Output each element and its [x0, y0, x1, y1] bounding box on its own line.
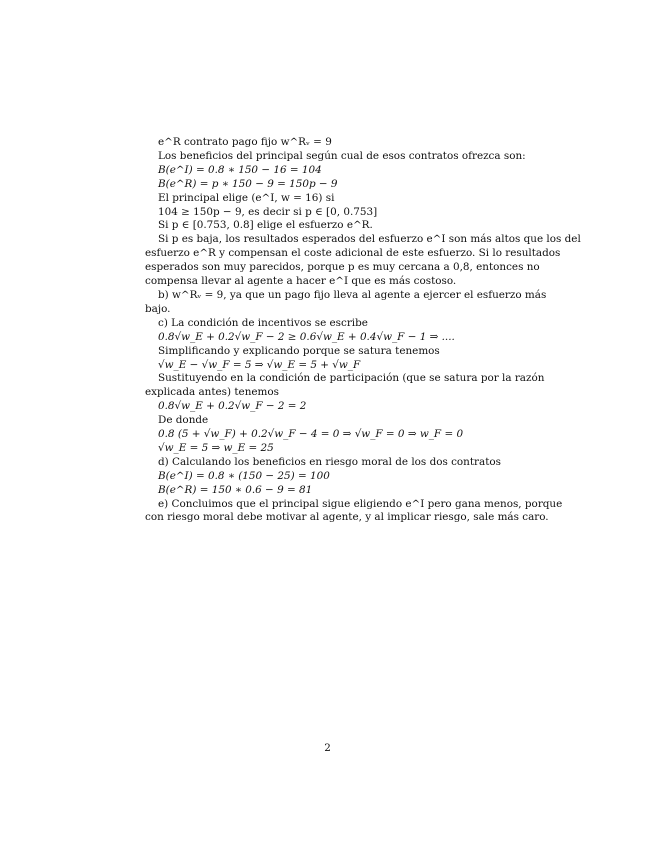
equation-line-15: 0.8√w_E + 0.2√w_F − 2 ≥ 0.6√w_E + 0.4√w_F − 1 ⇒ ....	[158, 330, 455, 343]
text-line-14: c) La condición de incentivos se escribe	[158, 316, 368, 329]
equation-line-25: B(e^I) = 0.8 ∗ (150 − 25) = 100	[158, 469, 330, 482]
text-line-10: esperados son muy parecidos, porque p es muy cercana a 0,8, entonces no	[145, 261, 540, 274]
text-line-19: explicada antes) tenemos	[145, 386, 279, 399]
equation-line-23: √w_E = 5 ⇒ w_E = 25	[158, 441, 274, 454]
text-line-21: De donde	[158, 414, 209, 427]
text-line-27: e) Concluimos que el principal sigue eligiendo e^I pero gana menos, porque	[158, 497, 563, 510]
equation-line-3: B(e^I) = 0.8 ∗ 150 − 16 = 104	[158, 163, 322, 176]
equation-line-26: B(e^R) = 150 ∗ 0.6 − 9 = 81	[158, 483, 313, 496]
text-line-5: El principal elige (e^I, w = 16) si	[158, 191, 335, 204]
text-line-18: Sustituyendo en la condición de participación (que se satura por la razón	[158, 372, 545, 385]
text-line-13: bajo.	[145, 302, 171, 315]
equation-line-17: √w_E − √w_F = 5 ⇒ √w_E = 5 + √w_F	[158, 358, 361, 371]
text-line-11: compensa llevar al agente a hacer e^I que es más costoso.	[145, 275, 457, 288]
text-line-16: Simplificando y explicando porque se satura tenemos	[158, 344, 440, 357]
equation-line-4: B(e^R) = p ∗ 150 − 9 = 150p − 9	[158, 177, 338, 190]
text-line-2: Los beneficios del principal según cual de esos contratos ofrezca son:	[158, 149, 526, 162]
text-line-1: e^R contrato pago fijo w^Rᵥ = 9	[158, 136, 332, 148]
text-line-12: b) w^Rᵥ = 9, ya que un pago fijo lleva al agente a ejercer el esfuerzo más	[158, 288, 547, 301]
text-line-28: con riesgo moral debe motivar al agente, y al implicar riesgo, sale más caro.	[145, 511, 549, 524]
text-line-7: Si p ∈ [0.753, 0.8] elige el esfuerzo e^R.	[158, 219, 373, 232]
equation-line-22: 0.8 (5 + √w_F) + 0.2√w_F − 4 = 0 ⇒ √w_F = 0 ⇒ w_F = 0	[158, 428, 464, 441]
text-line-9: esfuerzo e^R y compensan el coste adicional de este esfuerzo. Si lo resultados	[145, 247, 561, 260]
body-text	[145, 136, 581, 525]
text-line-8: Si p es baja, los resultados esperados del esfuerzo e^I son más altos que los del	[158, 233, 581, 246]
page-number: 2	[324, 742, 331, 754]
text-line-24: d) Calculando los beneficios en riesgo moral de los dos contratos	[158, 455, 501, 468]
text-line-6: 104 ≥ 150p − 9, es decir si p ∈ [0, 0.753]	[158, 205, 378, 218]
equation-line-20: 0.8√w_E + 0.2√w_F − 2 = 2	[158, 400, 307, 413]
